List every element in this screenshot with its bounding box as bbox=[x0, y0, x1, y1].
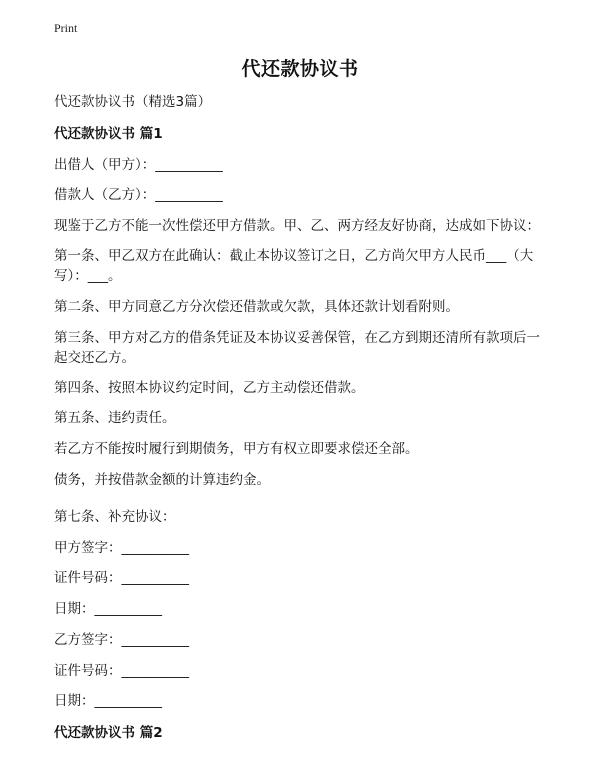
default-clause-paragraph: 若乙方不能按时履行到期债务，甲方有权立即要求偿还全部。 bbox=[54, 441, 419, 457]
party-a-id-line: 证件号码：__________ bbox=[54, 570, 189, 586]
party-a-signature-line: 甲方签字：__________ bbox=[54, 540, 189, 556]
penalty-paragraph: 债务，并按借款金额的计算违约金。 bbox=[54, 472, 270, 488]
article-2-paragraph: 第二条、甲方同意乙方分次偿还借款或欠款，具体还款计划看附则。 bbox=[54, 299, 459, 315]
party-b-date-line: 日期：__________ bbox=[54, 693, 162, 709]
borrower-line: 借款人（乙方）：__________ bbox=[54, 187, 223, 203]
article-3-paragraph: 第三条、甲方对乙方的借条凭证及本协议妥善保管，在乙方到期还清所有款项后一起交还乙方。 bbox=[54, 330, 540, 366]
party-b-id-line: 证件号码：__________ bbox=[54, 663, 189, 679]
print-link[interactable]: Print bbox=[54, 21, 78, 35]
article-5-paragraph: 第五条、违约责任。 bbox=[54, 410, 176, 426]
article-4-paragraph: 第四条、按照本协议约定时间，乙方主动偿还借款。 bbox=[54, 380, 365, 396]
document-subtitle: 代还款协议书（精选3篇） bbox=[54, 94, 212, 110]
party-b-signature-line: 乙方签字：__________ bbox=[54, 632, 189, 648]
article-7-paragraph: 第七条、补充协议： bbox=[54, 509, 176, 525]
section-heading-1: 代还款协议书 篇1 bbox=[54, 126, 163, 142]
document-title: 代还款协议书 bbox=[241, 58, 359, 80]
article-1-paragraph: 第一条、甲乙双方在此确认：截止本协议签订之日，乙方尚欠甲方人民币___（大写）：___。 bbox=[54, 248, 534, 284]
section-heading-2: 代还款协议书 篇2 bbox=[54, 725, 163, 741]
party-a-date-line: 日期：__________ bbox=[54, 601, 162, 617]
preamble-paragraph: 现鉴于乙方不能一次性偿还甲方借款。甲、乙、两方经友好协商，达成如下协议： bbox=[54, 218, 540, 234]
lender-line: 出借人（甲方）：__________ bbox=[54, 157, 223, 173]
